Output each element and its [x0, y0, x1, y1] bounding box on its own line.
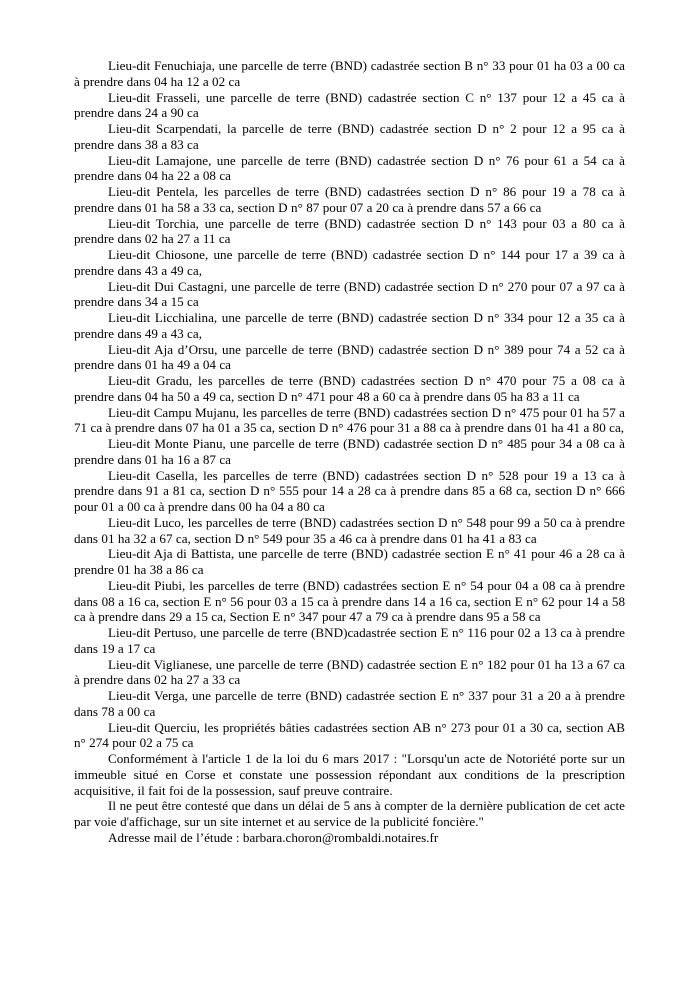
paragraph-parcel-dui-castagni: Lieu-dit Dui Castagni, une parcelle de terre (BND) cadastrée section D n° 270 pour 07 a 97 ca à prendre dans 34 a 15 ca [74, 278, 625, 310]
paragraph-parcel-fenuchiaja: Lieu-dit Fenuchiaja, une parcelle de terre (BND) cadastrée section B n° 33 pour 01 ha 03 a 00 ca à prendre dans 04 ha 12 a 02 ca [74, 58, 625, 89]
paragraph-parcel-torchia: Lieu-dit Torchia, une parcelle de terre (BND) cadastrée section D n° 143 pour 03 a 80 ca à prendre dans 02 ha 27 a 11 ca [74, 215, 625, 247]
document-body [74, 58, 625, 846]
paragraph-parcel-querciu: Lieu-dit Querciu, les propriétés bâties cadastrées section AB n° 273 pour 01 a 30 ca, section AB n° 274 pour 02 a 75 ca [74, 719, 625, 751]
paragraph-legal-article-1: Conformément à l'article 1 de la loi du 6 mars 2017 : "Lorsqu'un acte de Notoriété porte sur un immeuble situé en Corse et constate une possession répondant aux conditions de la prescription acquisitive, il fait foi de la possession, sauf preuve contraire. [74, 751, 625, 798]
paragraph-contact-email: Adresse mail de l’étude : barbara.choron@rombaldi.notaires.fr [108, 829, 439, 845]
paragraph-parcel-licchialina: Lieu-dit Licchialina, une parcelle de terre (BND) cadastrée section D n° 334 pour 12 a 35 ca à prendre dans 49 a 43 ca, [74, 310, 625, 341]
paragraph-parcel-casella: Lieu-dit Casella, les parcelles de terre (BND) cadastrées section D n° 528 pour 19 a 13 ca à prendre dans 91 a 81 ca, section D n° 555 pour 14 a 28 ca à prendre dans 85 a 68 ca, section D n° 666 pour 01 a 00 ca à prendre dans 00 ha 04 a 80 ca [74, 467, 625, 514]
paragraph-parcel-piubi: Lieu-dit Piubi, les parcelles de terre (BND) cadastrées section E n° 54 pour 04 a 08 ca à prendre dans 08 a 16 ca, section E n° 56 pour 03 a 15 ca à prendre dans 14 a 16 ca, section E n° 62 pour 14 a 58 ca à prendre dans 29 a 15 ca, Section E n° 347 pour 47 a 79 ca à prendre dans 95 a 58 ca [74, 577, 625, 625]
paragraph-parcel-chiosone: Lieu-dit Chiosone, une parcelle de terre (BND) cadastrée section D n° 144 pour 17 a 39 ca à prendre dans 43 a 49 ca, [74, 247, 625, 278]
paragraph-parcel-lamajone: Lieu-dit Lamajone, une parcelle de terre (BND) cadastrée section D n° 76 pour 61 a 54 ca à prendre dans 04 ha 22 a 08 ca [74, 152, 625, 184]
paragraph-parcel-pertuso: Lieu-dit Pertuso, une parcelle de terre (BND)cadastrée section E n° 116 pour 02 a 13 ca à prendre dans 19 a 17 ca [74, 625, 625, 656]
paragraph-parcel-campu-mujanu: Lieu-dit Campu Mujanu, les parcelles de terre (BND) cadastrées section D n° 475 pour 01 ha 57 a 71 ca à prendre dans 07 ha 01 a 35 ca, section D n° 476 pour 31 a 88 ca à prendre dans 01 ha 41 a 80 ca, [74, 404, 625, 436]
paragraph-parcel-verga: Lieu-dit Verga, une parcelle de terre (BND) cadastrée section E n° 337 pour 31 a 20 a à prendre dans 78 a 00 ca [74, 688, 625, 719]
paragraph-parcel-luco: Lieu-dit Luco, les parcelles de terre (BND) cadastrées section D n° 548 pour 99 a 50 ca à prendre dans 01 ha 32 a 67 ca, section D n° 549 pour 35 a 46 ca à prendre dans 01 ha 41 a 83 ca [74, 514, 625, 546]
paragraph-parcel-pentela: Lieu-dit Pentela, les parcelles de terre (BND) cadastrées section D n° 86 pour 19 a 78 ca à prendre dans 01 ha 58 a 33 ca, section D n° 87 pour 07 a 20 ca à prendre dans 57 a 66 ca [74, 184, 625, 215]
paragraph-parcel-gradu: Lieu-dit Gradu, les parcelles de terre (BND) cadastrées section D n° 470 pour 75 a 08 ca à prendre dans 04 ha 50 a 49 ca, section D n° 471 pour 48 a 60 ca à prendre dans 05 ha 83 a 11 ca [74, 373, 625, 404]
paragraph-parcel-monte-pianu: Lieu-dit Monte Pianu, une parcelle de terre (BND) cadastrée section D n° 485 pour 34 a 08 ca à prendre dans 01 ha 16 a 87 ca [74, 436, 625, 467]
paragraph-parcel-viglianese: Lieu-dit Viglianese, une parcelle de terre (BND) cadastrée section E n° 182 pour 01 ha 13 a 67 ca à prendre dans 02 ha 27 a 33 ca [74, 656, 625, 688]
paragraph-parcel-aja-d-orsu: Lieu-dit Aja d’Orsu, une parcelle de terre (BND) cadastrée section D n° 389 pour 74 a 52 ca à prendre dans 01 ha 49 a 04 ca [74, 341, 625, 373]
paragraph-parcel-frasseli: Lieu-dit Frasseli, une parcelle de terre (BND) cadastrée section C n° 137 pour 12 a 45 ca à prendre dans 24 a 90 ca [74, 89, 625, 121]
paragraph-legal-contestation-delay: Il ne peut être contesté que dans un délai de 5 ans à compter de la dernière publication de cet acte par voie d'affichage, sur un site internet et au service de la publicité foncière." [74, 798, 625, 829]
paragraph-parcel-aja-di-battista: Lieu-dit Aja di Battista, une parcelle de terre (BND) cadastrée section E n° 41 pour 46 a 28 ca à prendre 01 ha 38 a 86 ca [74, 546, 625, 577]
paragraph-parcel-scarpendati: Lieu-dit Scarpendati, la parcelle de terre (BND) cadastrée section D n° 2 pour 12 a 95 ca à prendre dans 38 a 83 ca [74, 121, 625, 152]
